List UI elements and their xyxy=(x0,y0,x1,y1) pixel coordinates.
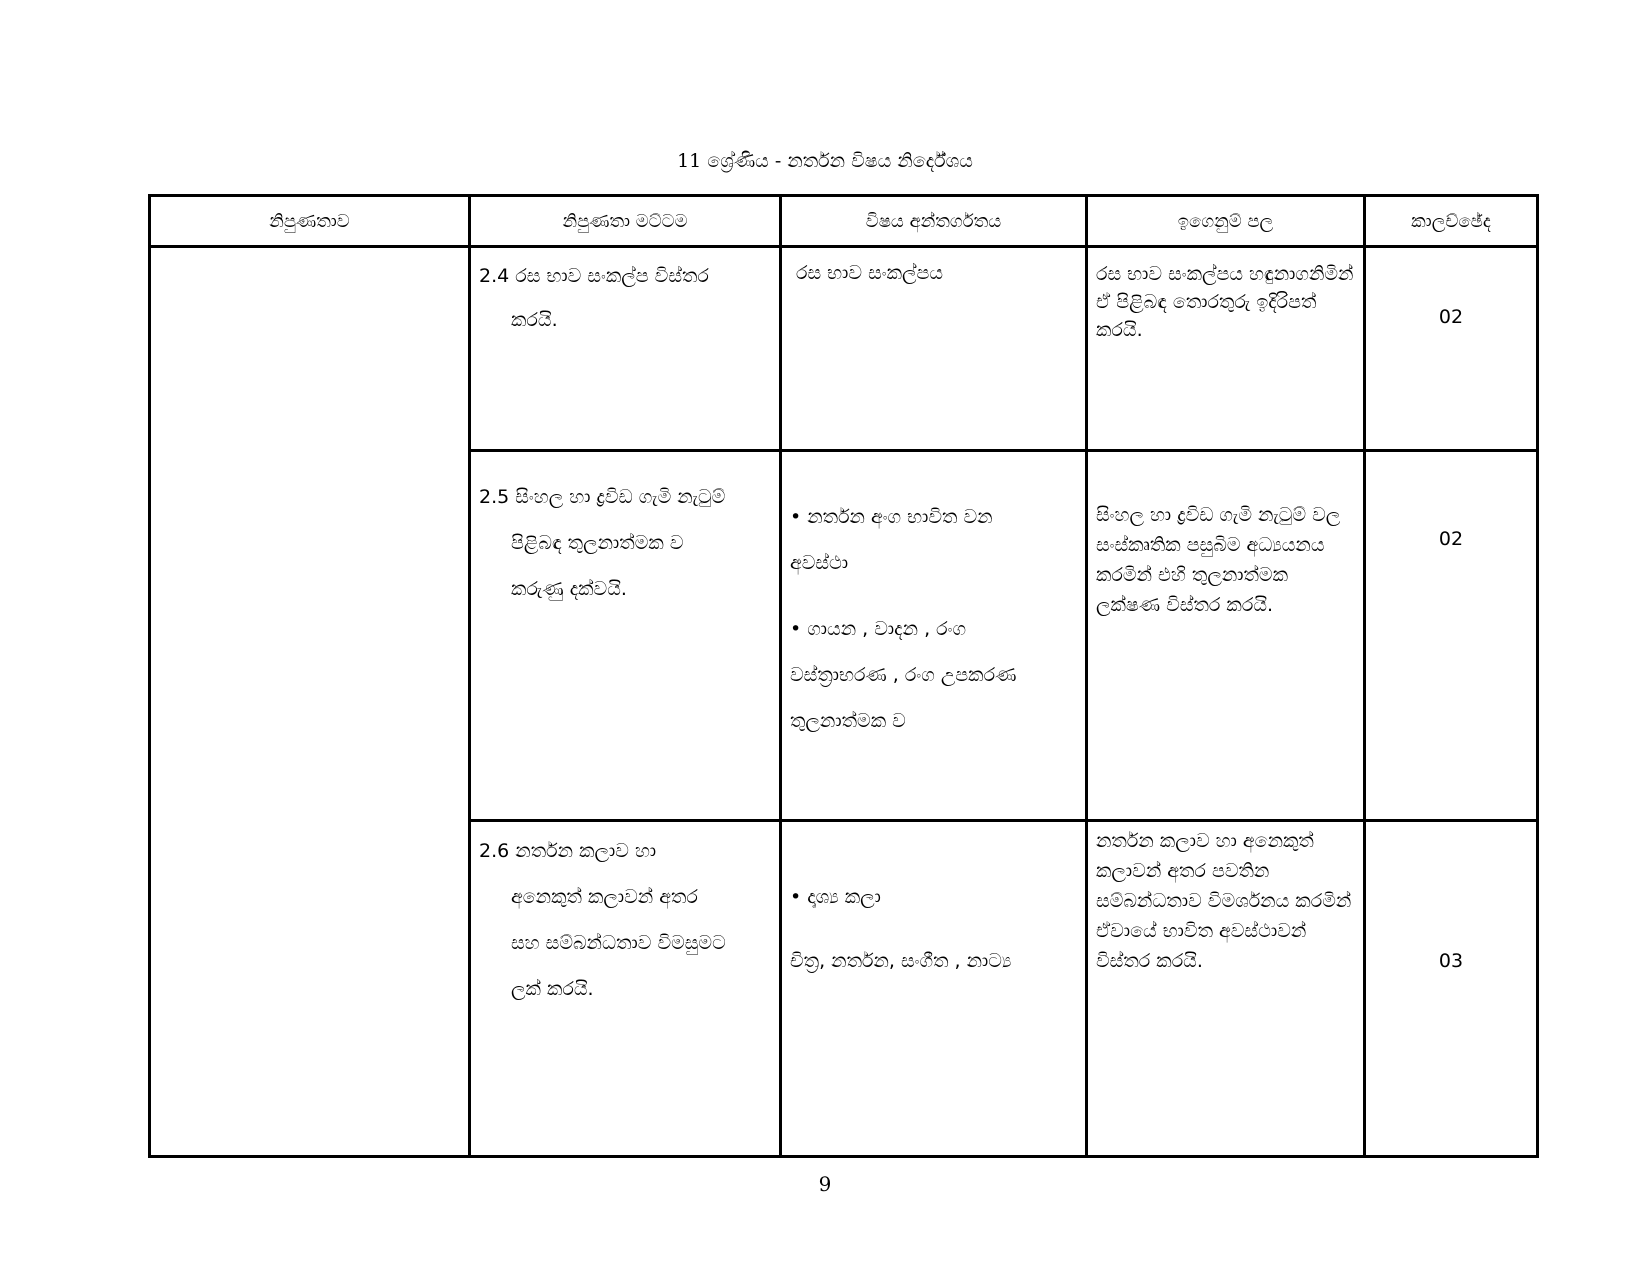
competency-cell xyxy=(150,247,470,1157)
level-text: නර්තන කලාව හා xyxy=(515,840,657,862)
periods-value: 03 xyxy=(1438,950,1464,972)
competency-level-cell xyxy=(470,451,781,821)
outcome-text: සිංහල හා ද්‍රවිඩ ගැමි නැටුම් වල සංස්කෘතික පසුබිම අධ්‍යයනය කරමින් එහි තුලනාත්මක ලක්ෂණ විස්තර කරයි. xyxy=(1096,504,1341,616)
periods-value: 02 xyxy=(1438,306,1464,328)
periods-value: 02 xyxy=(1438,528,1464,550)
content-text: තුලනාත්මක ව xyxy=(790,710,906,732)
content-text: චිත්‍ර, නර්තන, සංගීත , නාට්‍ය xyxy=(790,950,1012,972)
content-text: අවස්ථා xyxy=(790,552,849,574)
content-bullet: • නර්තන අංග භාවිත වන xyxy=(790,494,1077,540)
level-text: රස භාව සංකල්ප විස්තර xyxy=(515,265,709,287)
header-competency-level: නිපුණතා මට්ටම xyxy=(470,196,781,247)
level-text: අනෙකුත් කලාවන් අතර xyxy=(511,886,698,908)
competency-level-cell xyxy=(470,247,781,451)
content-text: වස්ත්‍රාභරණ , රංග උපකරණ xyxy=(790,664,1017,686)
learning-outcome-cell xyxy=(1087,821,1365,1157)
periods-cell xyxy=(1365,247,1538,451)
page-number: 9 xyxy=(818,1172,832,1196)
level-text: කරුණු දක්වයි. xyxy=(511,578,627,600)
learning-outcome-cell xyxy=(1087,247,1365,451)
syllabus-table xyxy=(148,194,1539,1158)
subject-content-cell xyxy=(781,247,1087,451)
level-number: 2.6 xyxy=(479,840,510,862)
table-header-row xyxy=(150,196,1538,247)
table-row xyxy=(150,247,1538,451)
content-text: රස භාව සංකල්පය xyxy=(796,262,944,284)
subject-content-cell xyxy=(781,821,1087,1157)
learning-outcome-cell xyxy=(1087,451,1365,821)
level-text: පිළිබඳ තුලනාත්මක ව xyxy=(511,532,684,554)
content-bullet: • ගායන , වාදන , රංග xyxy=(790,606,1077,652)
header-learning-outcomes: ඉගෙනුම් පල xyxy=(1087,196,1365,247)
header-competency: නිපුණතාව xyxy=(150,196,470,247)
periods-cell xyxy=(1365,451,1538,821)
header-subject-content: විෂය අන්තර්ගතය xyxy=(781,196,1087,247)
level-text: සහ සම්බන්ධතාව විමසුමට xyxy=(511,932,726,954)
periods-cell xyxy=(1365,821,1538,1157)
level-text: ලක් කරයි. xyxy=(511,978,594,1000)
level-number: 2.4 xyxy=(479,265,510,287)
level-number: 2.5 xyxy=(479,486,510,508)
content-bullet: • දෘශ්‍ය කලා xyxy=(790,874,1077,920)
header-periods: කාලච්ඡේද xyxy=(1365,196,1538,247)
level-text: සිංහල හා ද්‍රවිඩ ගැමි නැටුම් xyxy=(515,486,726,508)
outcome-text: රස භාව සංකල්පය හඳුනාගනිමින් ඒ පිළිබඳ තොරතුරු ඉදිරිපත් කරයි. xyxy=(1096,263,1354,341)
subject-content-cell xyxy=(781,451,1087,821)
level-text: කරයි. xyxy=(511,309,558,331)
outcome-text: නර්තන කලාව හා අනෙකුත් කලාවන් අතර පවතින සම්බන්ධතාව විමර්ශනය කරමින් ඒවායේ භාවිත අවස්ථාවන් විස්තර කරයි. xyxy=(1096,830,1352,972)
document-title: 11 ශ්‍රේණිය - නර්තන විෂය නිර්දේශය xyxy=(677,150,973,172)
competency-level-cell xyxy=(470,821,781,1157)
